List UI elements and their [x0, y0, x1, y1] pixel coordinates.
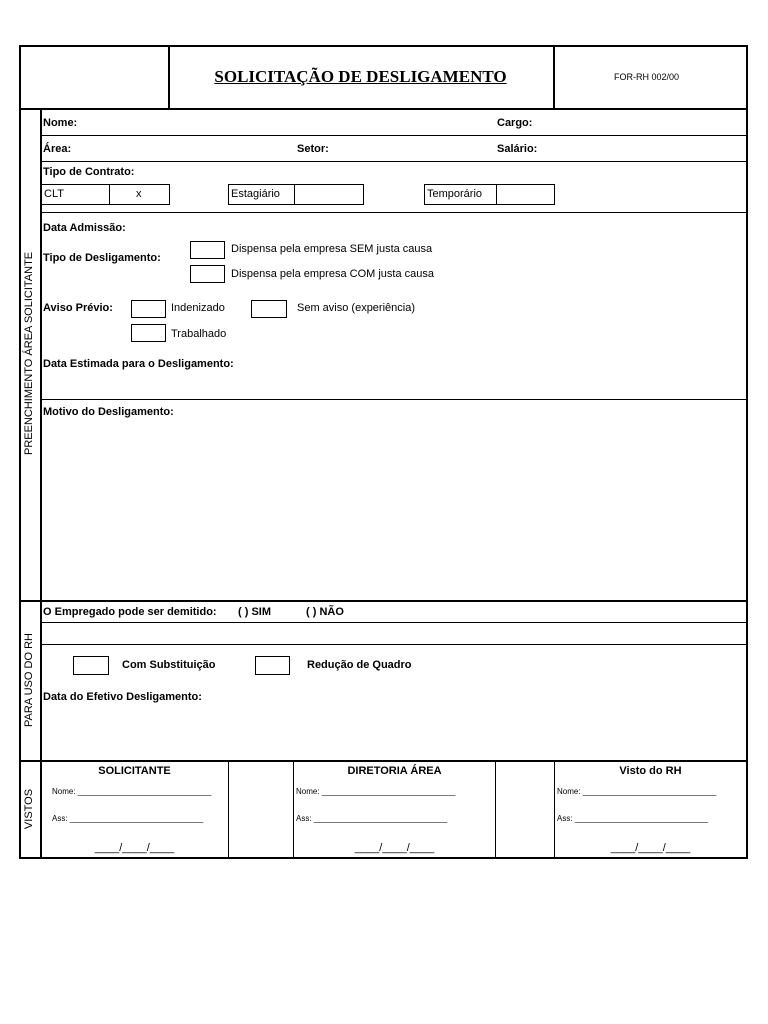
- data-estimada-label: Data Estimada para o Desligamento:: [43, 358, 234, 370]
- page-title: SOLICITAÇÃO DE DESLIGAMENTO: [214, 67, 507, 86]
- motivo-label: Motivo do Desligamento:: [43, 406, 174, 418]
- temporario-label: Temporário: [427, 188, 483, 200]
- trabalhado-checkbox[interactable]: [131, 324, 166, 342]
- sem-aviso-checkbox[interactable]: [251, 300, 287, 318]
- vistos-rh-date-line[interactable]: ____/____/____: [610, 842, 691, 854]
- rh-row-line-2: [41, 644, 748, 645]
- vistos-diretoria-nome-line[interactable]: Nome: ______________________________: [296, 787, 456, 796]
- vistos-rh-heading: Visto do RH: [619, 765, 682, 777]
- vistos-diretoria-ass-line[interactable]: Ass: ______________________________: [296, 814, 448, 823]
- sem-justa-causa-checkbox[interactable]: [190, 241, 225, 259]
- temporario-checkbox[interactable]: [496, 184, 555, 205]
- clt-label: CLT: [44, 188, 64, 200]
- sem-justa-causa-label: Dispensa pela empresa SEM justa causa: [231, 243, 433, 255]
- rh-blank-field[interactable]: [42, 623, 746, 644]
- demitido-nao-option[interactable]: ( ) NÃO: [306, 606, 344, 618]
- side-label-rh: PARA USO DO RH: [23, 633, 35, 727]
- vistos-divider-3: [495, 761, 496, 859]
- estagiario-label: Estagiário: [231, 188, 280, 200]
- side-label-solicitante: PREENCHIMENTO ÁREA SOLICITANTE: [23, 251, 35, 455]
- row-line-1: [41, 135, 748, 136]
- com-justa-causa-checkbox[interactable]: [190, 265, 225, 283]
- motivo-textarea[interactable]: [42, 422, 746, 598]
- salario-label: Salário:: [497, 143, 538, 155]
- row-line-2: [41, 161, 748, 162]
- clt-check-value: x: [136, 188, 142, 200]
- tipo-desligamento-label: Tipo de Desligamento:: [43, 252, 161, 264]
- vistos-solicitante-nome-line[interactable]: Nome: ______________________________: [52, 787, 212, 796]
- vistos-diretoria-date-line[interactable]: ____/____/____: [354, 842, 435, 854]
- indenizado-label: Indenizado: [171, 302, 225, 314]
- demitido-label: O Empregado pode ser demitido:: [43, 606, 217, 618]
- cargo-label: Cargo:: [497, 117, 533, 129]
- aviso-previo-label: Aviso Prévio:: [43, 302, 113, 314]
- indenizado-checkbox[interactable]: [131, 300, 166, 318]
- vistos-divider-1: [228, 761, 229, 859]
- row-line-3: [41, 212, 748, 213]
- com-substituicao-checkbox[interactable]: [73, 656, 109, 675]
- vistos-solicitante-heading: SOLICITANTE: [98, 765, 171, 777]
- header-divider-right: [553, 45, 555, 109]
- com-justa-causa-label: Dispensa pela empresa COM justa causa: [231, 268, 434, 280]
- tipo-contrato-label: Tipo de Contrato:: [43, 166, 135, 178]
- estagiario-checkbox[interactable]: [294, 184, 364, 205]
- row-line-4: [41, 399, 748, 400]
- trabalhado-label: Trabalhado: [171, 328, 227, 340]
- section-separator-rh: [19, 600, 748, 602]
- reducao-quadro-label: Redução de Quadro: [307, 659, 412, 671]
- form-code: FOR-RH 002/00: [614, 72, 680, 82]
- nome-label: Nome:: [43, 117, 78, 129]
- header-bottom-line: [19, 108, 748, 110]
- vistos-diretoria-heading: DIRETORIA ÁREA: [347, 765, 442, 777]
- side-label-vistos: VISTOS: [23, 788, 35, 830]
- data-admissao-label: Data Admissão:: [43, 222, 126, 234]
- com-substituicao-label: Com Substituição: [122, 659, 216, 671]
- vistos-solicitante-date-line[interactable]: ____/____/____: [94, 842, 175, 854]
- demitido-sim-option[interactable]: ( ) SIM: [238, 606, 271, 618]
- reducao-quadro-checkbox[interactable]: [255, 656, 290, 675]
- data-efetivo-label: Data do Efetivo Desligamento:: [43, 691, 202, 703]
- vistos-rh-ass-line[interactable]: Ass: ______________________________: [557, 814, 709, 823]
- section-separator-vistos: [19, 760, 748, 762]
- vistos-rh-nome-line[interactable]: Nome: ______________________________: [557, 787, 717, 796]
- vistos-solicitante-ass-line[interactable]: Ass: ______________________________: [52, 814, 204, 823]
- setor-label: Setor:: [297, 143, 329, 155]
- area-label: Área:: [43, 143, 72, 155]
- sem-aviso-label: Sem aviso (experiência): [297, 302, 415, 314]
